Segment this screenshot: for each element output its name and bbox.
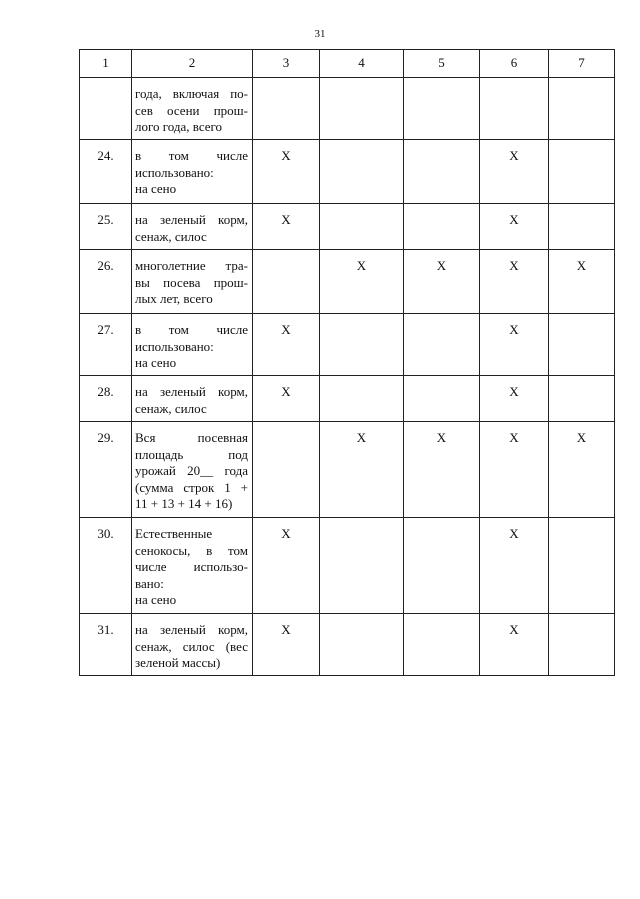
mark-cell-col-3: Х [253,518,320,614]
row-number [80,78,132,140]
description-line: сенаж, силос [135,400,207,416]
mark-cell-col-5: Х [404,250,480,314]
description-line: Естественные [135,526,213,541]
row-description [132,78,253,140]
mark-cell-col-5 [404,376,480,422]
mark-cell-col-4: Х [320,250,404,314]
mark-cell-col-5 [404,614,480,676]
mark-cell-col-7 [549,614,615,676]
mark-cell-col-7 [549,376,615,422]
header-col-5: 5 [404,50,480,78]
description-line: урожай 20__ года [135,463,248,478]
mark-cell-col-3: Х [253,204,320,250]
mark-cell-col-4 [320,314,404,376]
mark-cell-col-6: Х [480,518,549,614]
description-line: лых лет, всего [135,291,213,306]
mark-cell-col-5 [404,204,480,250]
table-row [80,376,615,422]
row-number: 27. [80,314,132,376]
description-line: использовано: [135,338,214,354]
row-number: 29. [80,422,132,518]
mark-cell-col-6 [480,78,549,140]
row-number: 28. [80,376,132,422]
mark-cell-col-5: Х [404,422,480,518]
row-description [132,422,253,518]
description-line: числе использо- [135,559,248,574]
row-description [132,518,253,614]
description-line: на зеленый корм, [135,212,248,227]
mark-cell-col-7 [549,140,615,204]
table-row [80,314,615,376]
description-line: Вся посевная [135,430,248,445]
description-line: сенаж, силос [135,228,207,244]
mark-cell-col-7: Х [549,250,615,314]
mark-cell-col-3: Х [253,314,320,376]
report-table [79,49,615,676]
header-col-7: 7 [549,50,615,78]
mark-cell-col-3: Х [253,140,320,204]
description-line: вы посева прош- [135,274,248,290]
row-number: 26. [80,250,132,314]
row-description [132,314,253,376]
mark-cell-col-7 [549,518,615,614]
description-line: использовано: [135,164,214,180]
mark-cell-col-3: Х [253,376,320,422]
description-line: вано: [135,575,164,591]
row-number: 30. [80,518,132,614]
mark-cell-col-3 [253,250,320,314]
row-number: 25. [80,204,132,250]
row-description [132,204,253,250]
mark-cell-col-4: Х [320,422,404,518]
description-line: лого года, всего [135,119,223,134]
row-description [132,376,253,422]
mark-cell-col-6: Х [480,204,549,250]
mark-cell-col-3 [253,422,320,518]
mark-cell-col-3 [253,78,320,140]
description-line: (сумма строк 1 + [135,479,248,495]
description-line: 11 + 13 + 14 + 16) [135,496,233,511]
mark-cell-col-4 [320,518,404,614]
description-line: в том числе [135,148,248,163]
row-number: 24. [80,140,132,204]
description-line: зеленой массы) [135,655,221,670]
mark-cell-col-6: Х [480,314,549,376]
mark-cell-col-7 [549,204,615,250]
row-description [132,614,253,676]
header-row [80,50,615,78]
header-col-1: 1 [80,50,132,78]
row-description [132,250,253,314]
mark-cell-col-4 [320,140,404,204]
table-row [80,250,615,314]
description-line: в том числе [135,322,248,337]
mark-cell-col-5 [404,78,480,140]
description-line: года, включая по- [135,86,248,101]
description-line: на зеленый корм, [135,622,248,637]
mark-cell-col-6: Х [480,422,549,518]
table-row [80,518,615,614]
mark-cell-col-4 [320,614,404,676]
table-row [80,204,615,250]
table-row [80,140,615,204]
row-number: 31. [80,614,132,676]
mark-cell-col-6: Х [480,140,549,204]
mark-cell-col-6: Х [480,614,549,676]
header-col-2: 2 [132,50,253,78]
mark-cell-col-7 [549,78,615,140]
header-col-3: 3 [253,50,320,78]
mark-cell-col-4 [320,78,404,140]
header-col-6: 6 [480,50,549,78]
table-row [80,614,615,676]
description-line: сев осени прош- [135,102,248,118]
table-body [80,78,615,676]
mark-cell-col-7: Х [549,422,615,518]
mark-cell-col-7 [549,314,615,376]
page-number: 31 [314,28,326,40]
mark-cell-col-5 [404,140,480,204]
mark-cell-col-4 [320,376,404,422]
description-line: сенаж, силос (вес [135,638,248,654]
mark-cell-col-5 [404,518,480,614]
description-line: на зеленый корм, [135,384,248,399]
description-line: сенокосы, в том [135,542,248,558]
mark-cell-col-6: Х [480,250,549,314]
header-col-4: 4 [320,50,404,78]
description-line: многолетние тра- [135,258,248,273]
description-line: площадь под [135,446,248,462]
mark-cell-col-4 [320,204,404,250]
description-line: на сено [135,355,177,370]
row-description [132,140,253,204]
description-line: на сено [135,181,177,196]
mark-cell-col-6: Х [480,376,549,422]
mark-cell-col-5 [404,314,480,376]
table-row [80,78,615,140]
description-line: на сено [135,592,177,607]
mark-cell-col-3: Х [253,614,320,676]
table-row [80,422,615,518]
